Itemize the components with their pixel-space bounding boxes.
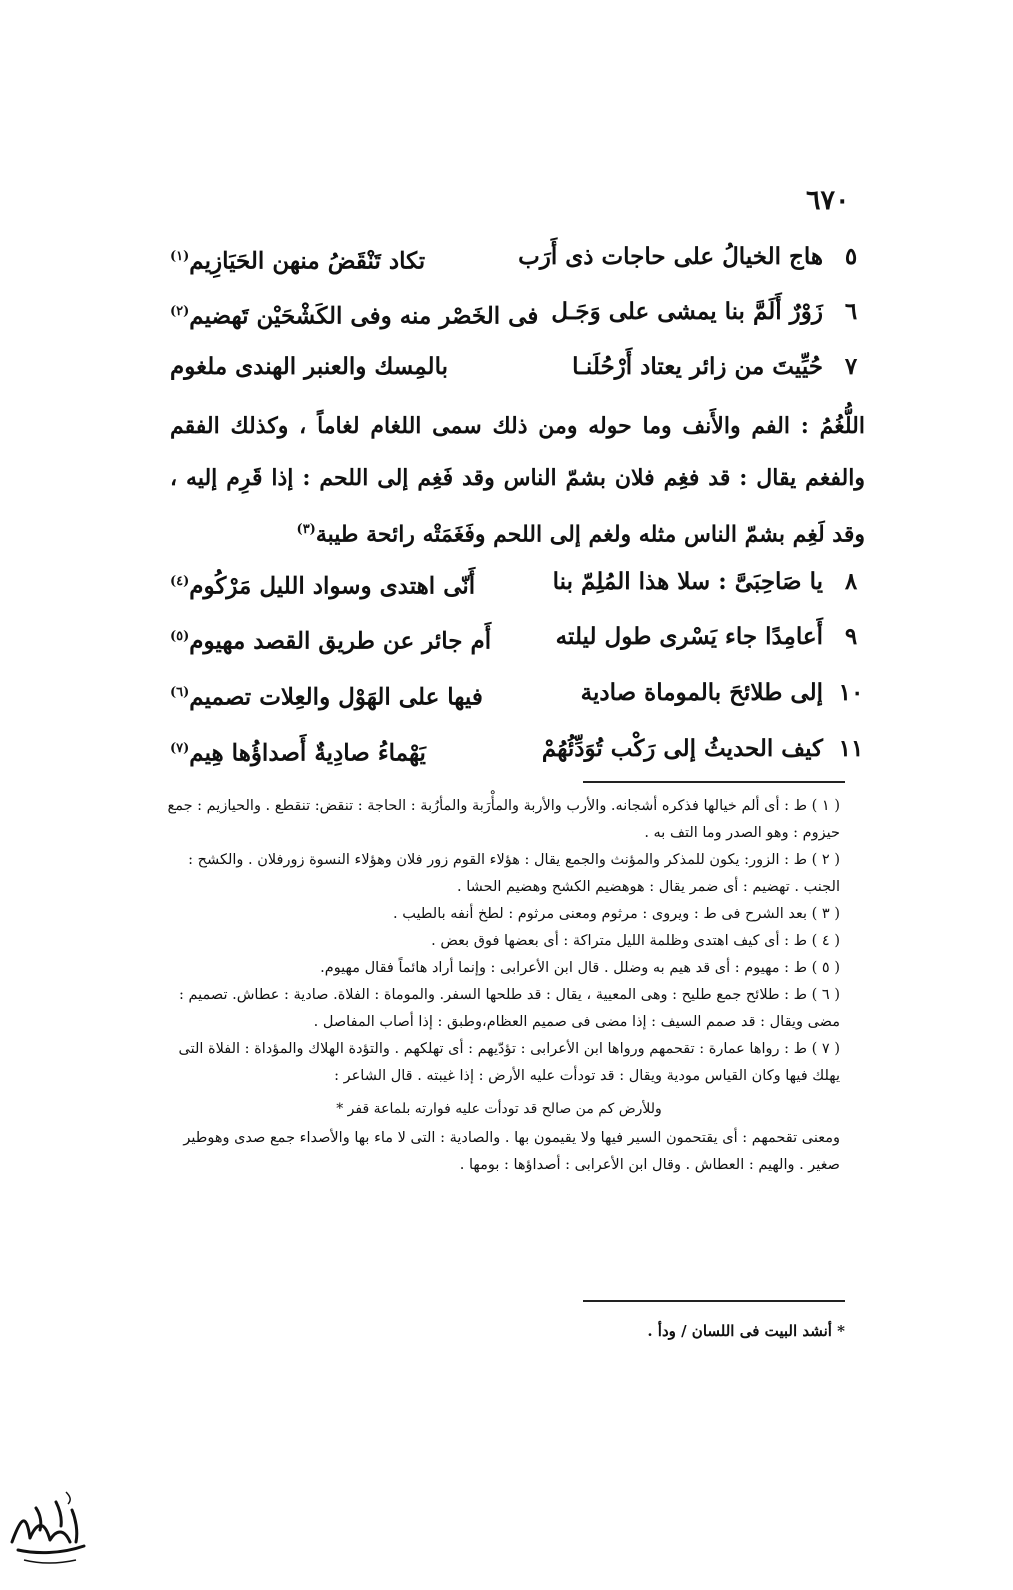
verse-line (170, 236, 865, 278)
verse-second-hemistich: تكاد تَنْقَضُ منهن الحَيَازِيم$^{(١)}$ (170, 247, 426, 275)
quoted-verse: وللأرض كم من صالح قد تودأت عليه فوارته بلماعة قفر * (336, 1101, 662, 1117)
verse-line (170, 728, 865, 770)
page-number: ٦٧٠ (806, 185, 850, 216)
footnote: ( ١ ) ط : أى ألم خيالها فذكره أشجانه. والأرب والأربة والمأْرَبة والمأرُبة : الحاجة : تنقض: تنقطع . والحيازيم : جمع حيزوم : وهو الصدر وما التف به . (167, 798, 840, 841)
footnote-ref: (٥) (170, 629, 190, 644)
footnote-ref: (٤) (170, 574, 190, 589)
verse-number: ١١ (838, 735, 864, 762)
verse-line (170, 291, 865, 333)
footnotes (158, 793, 840, 1179)
verse-first-hemistich: هاج الخيالُ على حاجات ذى أَرَب (518, 243, 823, 270)
footnote-continuation: ومعنى تقحمهم : أى يقتحمون السير فيها ولا يقيمون بها . والصادية : التى لا ماء بها والأصداء جمع صدى وهوطير صغير . والهيم : العطاش . وقال ابن الأعرابى : أصداؤها : بومها . (183, 1130, 840, 1173)
verse-first-hemistich: يا صَاحِبَىَّ : سلا هذا المُلِمّ بنا (552, 568, 823, 595)
verse-number: ٨ (844, 568, 858, 595)
footnote-ref: (١) (170, 249, 190, 264)
footnote-ref: (٦) (170, 685, 190, 700)
verse-second-hemistich: يَهْماءُ صادِيةٌ أَصداؤُها هِيم$^{(٧)}$ (170, 739, 426, 767)
verse-first-hemistich: كيف الحديثُ إلى رَكْب تُوَدِّئُهُمْ (541, 735, 823, 762)
verse-number: ٧ (844, 353, 858, 380)
verse-line (170, 346, 865, 388)
verse-line (170, 561, 865, 603)
footnote-ref: (٧) (170, 741, 190, 756)
verse-second-hemistich: أَم جائر عن طريق القصد مهيوم$^{(٥)}$ (170, 627, 492, 655)
verse-line (170, 616, 865, 658)
footnote: ( ٤ ) ط : أى كيف اهتدى وظلمة الليل متراكة : أى بعضها فوق بعض . (431, 933, 840, 949)
calligraphy-stamp-logo (6, 1480, 91, 1570)
footnote: ( ٦ ) ط : طلائح جمع طليح : وهى المعيية ، يقال : قد طلحها السفر. والموماة : الفلاة. صادية : عطاش. تصميم : مضى ويقال : قد صمم السيف : إذا مضى فى صميم العظام،وطبق : إذا أصاب المفاصل . (179, 987, 840, 1030)
verse-first-hemistich: إلى طلائحَ بالموماة صادية (580, 679, 823, 706)
verse-second-hemistich: فيها على الهَوْل والعِلات تصميم$^{(٦)}$ (170, 683, 483, 711)
bottom-divider (583, 1300, 845, 1302)
verse-first-hemistich: أَعامِدًا جاء يَسْرى طول ليلته (555, 623, 823, 650)
verse-line (170, 672, 865, 714)
footnote: ( ٢ ) ط : الزور: يكون للمذكر والمؤنث والجمع يقال : هؤلاء القوم زور فلان وهؤلاء النسوة زورفلان . والكشح : الجنب . تهضيم : أى ضمر يقال : هوهضيم الكشح وهضيم الحشا . (188, 852, 840, 895)
verse-number: ١٠ (838, 679, 864, 706)
verse-second-hemistich: فى الخَصْر منه وفى الكَشْحَيْن تَهضيم$^{(٢)}$ (170, 302, 539, 330)
verse-number: ٩ (844, 623, 858, 650)
footnote-divider (583, 781, 845, 783)
verse-second-hemistich: بالمِسك والعنبر الهندى ملغوم (170, 353, 448, 380)
footnote: ( ٥ ) ط : مهيوم : أى قد هيم به وضلل . قال ابن الأعرابى : وإنما أراد هائماً فقال مهيوم. (320, 960, 840, 976)
footnote: ( ٣ ) بعد الشرح فى ط : ويروى : مرثوم ومعنى مرثوم : لطخ أنفه بالطيب . (393, 906, 840, 922)
footnote: ( ٧ ) ط : رواها عمارة : تقحمهم ورواها ابن الأعرابى : تؤدّيهم : أى تهلكهم . والتؤدة الهلاك والمؤداة : الفلاة التى يهلك فيها وكان القياس مودية ويقال : قد تودأت عليه الأرض : إذا غيبته . قال الشاعر : (178, 1041, 840, 1084)
verse-number: ٥ (844, 243, 858, 270)
footnote-ref: (٢) (170, 304, 190, 319)
verse-first-hemistich: زَوْرٌ أَلَمَّ بنا يمشى على وَجَـل (551, 298, 823, 325)
commentary-paragraph: اللُّغُمُ : الفم والأَنف وما حوله ومن ذلك سمى اللغام لغاماً ، وكذلك الفقم والفغم يقال : قد فغِم فلان بشمّ الناس وقد فَغِم إلى اللحم : إذا قَرِم إليه ، وقد لَغِم بشمّ الناس مثله ولغم إلى اللحم وفَغَمَتْه رائحة طيبة$^{(٣)}$ (170, 413, 865, 548)
verse-number: ٦ (844, 298, 858, 325)
verse-first-hemistich: حُيِّيتَ من زائر يعتاد أَرْحُلَنـا (572, 353, 823, 380)
verse-second-hemistich: أَنّى اهتدى وسواد الليل مَرْكُوم$^{(٤)}$ (170, 572, 476, 600)
footnote-ref: (٣) (296, 522, 316, 537)
asterisk-note: * أنشد البيت فى اللسان / ودأ . (647, 1322, 845, 1340)
